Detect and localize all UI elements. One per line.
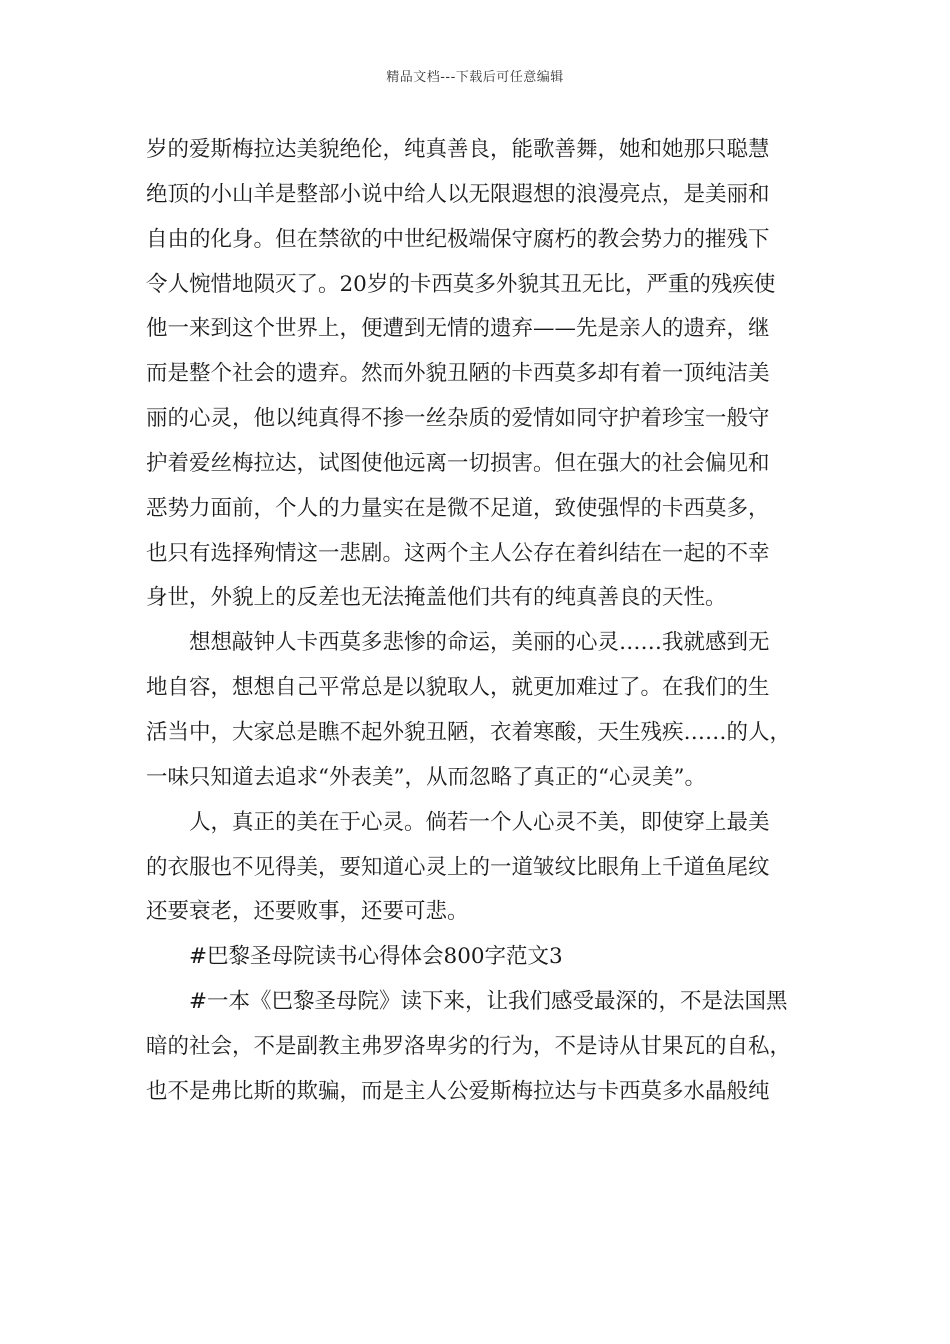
- text-line: 地自容，想想自己平常总是以貌取人，就更加难过了。在我们的生: [146, 675, 770, 701]
- text-line: 护着爱丝梅拉达，试图使他远离一切损害。但在强大的社会偏见和: [146, 450, 770, 476]
- text-line: 的衣服也不见得美，要知道心灵上的一道皱纹比眼角上千道鱼尾纹: [146, 854, 770, 880]
- text-line: 绝顶的小山羊是整部小说中给人以无限遐想的浪漫亮点，是美丽和: [146, 181, 770, 207]
- body-text: [146, 128, 808, 1115]
- text-line: 而是整个社会的遗弃。然而外貌丑陋的卡西莫多却有着一顶纯洁美: [146, 361, 770, 387]
- text-line: 还要衰老，还要败事，还要可悲。: [146, 899, 469, 925]
- text-line: 令人惋惜地陨灭了。20岁的卡西莫多外貌其丑无比，严重的残疾使: [146, 271, 776, 297]
- paragraph-start-line: 人，真正的美在于心灵。倘若一个人心灵不美，即使穿上最美: [189, 809, 770, 835]
- page-header: 精品文档---下载后可任意编辑: [386, 70, 564, 85]
- text-line: 他一来到这个世界上，便遭到无情的遗弃——先是亲人的遗弃，继: [146, 316, 770, 342]
- text-line: 一味只知道去追求“外表美”，从而忽略了真正的“心灵美”。: [146, 764, 706, 790]
- text-line: 也只有选择殉情这一悲剧。这两个主人公存在着纠结在一起的不幸: [146, 540, 770, 566]
- text-line: 身世，外貌上的反差也无法掩盖他们共有的纯真善良的天性。: [146, 585, 727, 611]
- text-line: 活当中，大家总是瞧不起外貌丑陋，衣着寒酸，天生残疾……的人，: [146, 719, 792, 745]
- paragraph-start-line: 想想敲钟人卡西莫多悲惨的命运，美丽的心灵……我就感到无: [189, 630, 770, 656]
- text-line: 岁的爱斯梅拉达美貌绝伦，纯真善良，能歌善舞，她和她那只聪慧: [146, 137, 770, 162]
- text-line: 自由的化身。但在禁欲的中世纪极端保守腐朽的教会势力的摧残下: [146, 226, 770, 252]
- text-line: 恶势力面前，个人的力量实在是微不足道，致使强悍的卡西莫多，: [146, 495, 770, 521]
- text-line: 丽的心灵，他以纯真得不掺一丝杂质的爱情如同守护着珍宝一般守: [146, 406, 770, 432]
- section-heading: #巴黎圣母院读书心得体会800字范文3: [189, 944, 563, 970]
- text-line: 也不是弗比斯的欺骗，而是主人公爱斯梅拉达与卡西莫多水晶般纯: [146, 1078, 770, 1104]
- paragraph-start-line: #一本《巴黎圣母院》读下来，让我们感受最深的，不是法国黑: [189, 989, 788, 1015]
- text-line: 暗的社会，不是副教主弗罗洛卑劣的行为，不是诗从甘果瓦的自私，: [146, 1033, 792, 1059]
